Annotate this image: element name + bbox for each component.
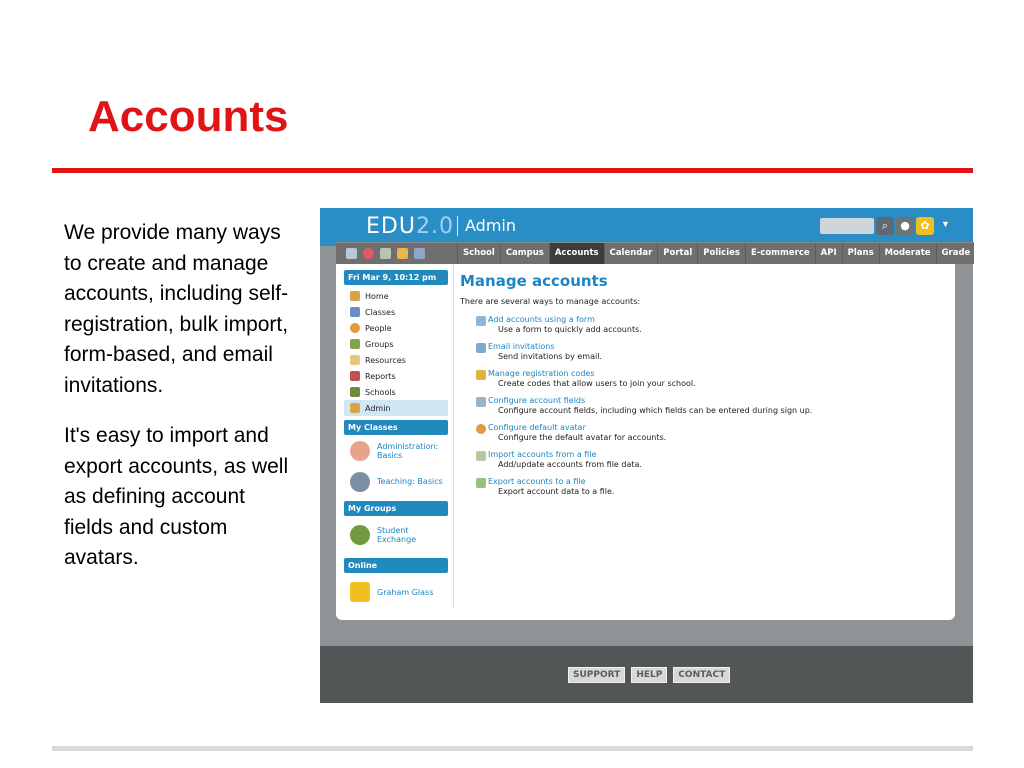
favorites-icon[interactable]: [363, 248, 374, 259]
option-registration-codes: [476, 369, 940, 396]
nav-tab-grade-map[interactable]: Grade map: [936, 243, 999, 265]
option-desc: Add/update accounts from file data.: [498, 460, 642, 469]
group-avatar: [350, 525, 370, 545]
page-intro: There are several ways to manage accounts:: [460, 297, 641, 306]
sidebar-item-label: People: [365, 323, 392, 333]
option-export-accounts: [476, 477, 940, 504]
option-email-invitations: [476, 342, 940, 369]
option-link[interactable]: Export accounts to a file: [488, 477, 586, 486]
import-icon: [476, 451, 486, 461]
sidebar-item-groups[interactable]: [344, 336, 448, 352]
chart-icon: [350, 371, 360, 381]
avatar-icon: [476, 424, 486, 434]
folder-icon: [350, 355, 360, 365]
sidebar-item-label: Reports: [365, 371, 396, 381]
book-icon: [350, 307, 360, 317]
sidebar-item-resources[interactable]: [344, 352, 448, 368]
slide-title: Accounts: [88, 92, 289, 141]
nav-tab-api[interactable]: API: [815, 243, 842, 265]
briefcase-icon[interactable]: [414, 248, 425, 259]
header-separator: [457, 216, 458, 236]
user-avatar: [350, 582, 370, 602]
sidebar-divider: [453, 264, 454, 608]
online-user-link[interactable]: Graham Glass: [377, 587, 434, 597]
option-import-accounts: [476, 450, 940, 477]
nav-tabs: [457, 243, 999, 265]
edu-screenshot: [320, 208, 994, 703]
bottom-divider: [52, 746, 973, 751]
option-desc: Create codes that allow users to join your school.: [498, 379, 696, 388]
export-icon: [476, 478, 486, 488]
sidebar-item-label: Groups: [365, 339, 394, 349]
nav-tab-plans[interactable]: Plans: [842, 243, 879, 265]
email-icon: [476, 343, 486, 353]
sidebar-item-label: Admin: [365, 403, 391, 413]
form-icon: [476, 316, 486, 326]
search-icon[interactable]: ⌕: [876, 217, 894, 235]
search-input[interactable]: [820, 218, 874, 234]
class-avatar: [350, 441, 370, 461]
class-link[interactable]: Administration: Basics: [377, 441, 439, 460]
home-icon: [350, 291, 360, 301]
contact-button[interactable]: CONTACT: [673, 667, 730, 683]
main-navbar: [336, 242, 994, 264]
option-desc: Use a form to quickly add accounts.: [498, 325, 642, 334]
option-account-fields: [476, 396, 940, 423]
footer-buttons: [568, 667, 730, 683]
sidebar-item-label: Classes: [365, 307, 396, 317]
online-section: [344, 558, 448, 611]
section-title: Admin: [465, 216, 516, 235]
date-header: Fri Mar 9, 10:12 pm: [344, 270, 448, 285]
group-item[interactable]: [344, 516, 448, 554]
nav-tab-policies[interactable]: Policies: [697, 243, 745, 265]
option-link[interactable]: Import accounts from a file: [488, 450, 597, 459]
sidebar-item-label: Home: [365, 291, 389, 301]
sidebar: [344, 270, 448, 611]
option-desc: Send invitations by email.: [498, 352, 602, 361]
sidebar-item-admin[interactable]: [344, 400, 448, 416]
option-link[interactable]: Manage registration codes: [488, 369, 595, 378]
notes-icon[interactable]: [380, 248, 391, 259]
inbox-icon[interactable]: [346, 248, 357, 259]
group-icon: [350, 339, 360, 349]
sidebar-menu: [344, 288, 448, 416]
my-classes-header: My Classes: [344, 420, 448, 435]
my-classes-section: [344, 420, 448, 497]
option-default-avatar: [476, 423, 940, 450]
my-groups-header: My Groups: [344, 501, 448, 516]
option-link[interactable]: Email invitations: [488, 342, 555, 351]
group-link[interactable]: Student Exchange: [377, 526, 417, 544]
nav-tab-ecommerce[interactable]: E-commerce: [745, 243, 815, 265]
nav-tab-school[interactable]: School: [457, 243, 500, 265]
logo-text: EDU: [366, 214, 416, 239]
class-item[interactable]: [344, 466, 448, 497]
sidebar-item-classes[interactable]: [344, 304, 448, 320]
wrench-icon: [350, 403, 360, 413]
body-paragraph-2: It's easy to import and export accounts, as well as defining account fields and custom avatars.: [64, 424, 289, 569]
title-divider: [52, 168, 973, 173]
option-link[interactable]: Configure default avatar: [488, 423, 586, 432]
online-user[interactable]: [344, 573, 448, 611]
slide-body: [64, 218, 296, 594]
page-title: Manage accounts: [460, 272, 608, 290]
edu-logo[interactable]: [366, 214, 454, 239]
wand-icon[interactable]: [397, 248, 408, 259]
nav-tab-moderate[interactable]: Moderate: [879, 243, 936, 265]
nav-tab-portal[interactable]: Portal: [657, 243, 697, 265]
online-header: Online: [344, 558, 448, 573]
app-header: [320, 208, 973, 246]
chevron-down-icon[interactable]: ▼: [941, 219, 950, 229]
content-panel: [336, 264, 955, 620]
sidebar-item-label: Resources: [365, 355, 406, 365]
sidebar-item-reports[interactable]: [344, 368, 448, 384]
option-desc: Configure account fields, including which fields can be entered during sign up.: [498, 406, 813, 415]
option-desc: Configure the default avatar for accounts.: [498, 433, 667, 442]
user-avatar-icon[interactable]: ✿: [916, 217, 934, 235]
nav-tab-calendar[interactable]: Calendar: [604, 243, 658, 265]
help-button[interactable]: HELP: [631, 667, 667, 683]
class-link[interactable]: Teaching: Basics: [377, 477, 443, 486]
option-add-accounts-form: [476, 315, 940, 342]
nav-tab-campus[interactable]: Campus: [500, 243, 549, 265]
fields-icon: [476, 397, 486, 407]
app-footer: [320, 646, 973, 703]
account-options: [476, 315, 940, 504]
hierarchy-icon: [350, 387, 360, 397]
sidebar-item-people[interactable]: [344, 320, 448, 336]
sidebar-item-home[interactable]: [344, 288, 448, 304]
option-link[interactable]: Configure account fields: [488, 396, 586, 405]
nav-tab-accounts[interactable]: Accounts: [549, 243, 604, 265]
my-groups-section: [344, 501, 448, 554]
class-item[interactable]: [344, 435, 448, 466]
option-link[interactable]: Add accounts using a form: [488, 315, 595, 324]
key-icon: [476, 370, 486, 380]
person-icon: [350, 323, 360, 333]
class-avatar: [350, 472, 370, 492]
option-desc: Export account data to a file.: [498, 487, 615, 496]
help-icon[interactable]: ●: [896, 217, 914, 235]
body-paragraph-1: We provide many ways to create and manage accounts, including self-registration, bulk import, form-based, and email invitations.: [64, 221, 289, 397]
support-button[interactable]: SUPPORT: [568, 667, 625, 683]
main-content: [460, 272, 940, 504]
sidebar-item-schools[interactable]: [344, 384, 448, 400]
logo-version: 2.0: [415, 214, 454, 239]
sidebar-item-label: Schools: [365, 387, 396, 397]
